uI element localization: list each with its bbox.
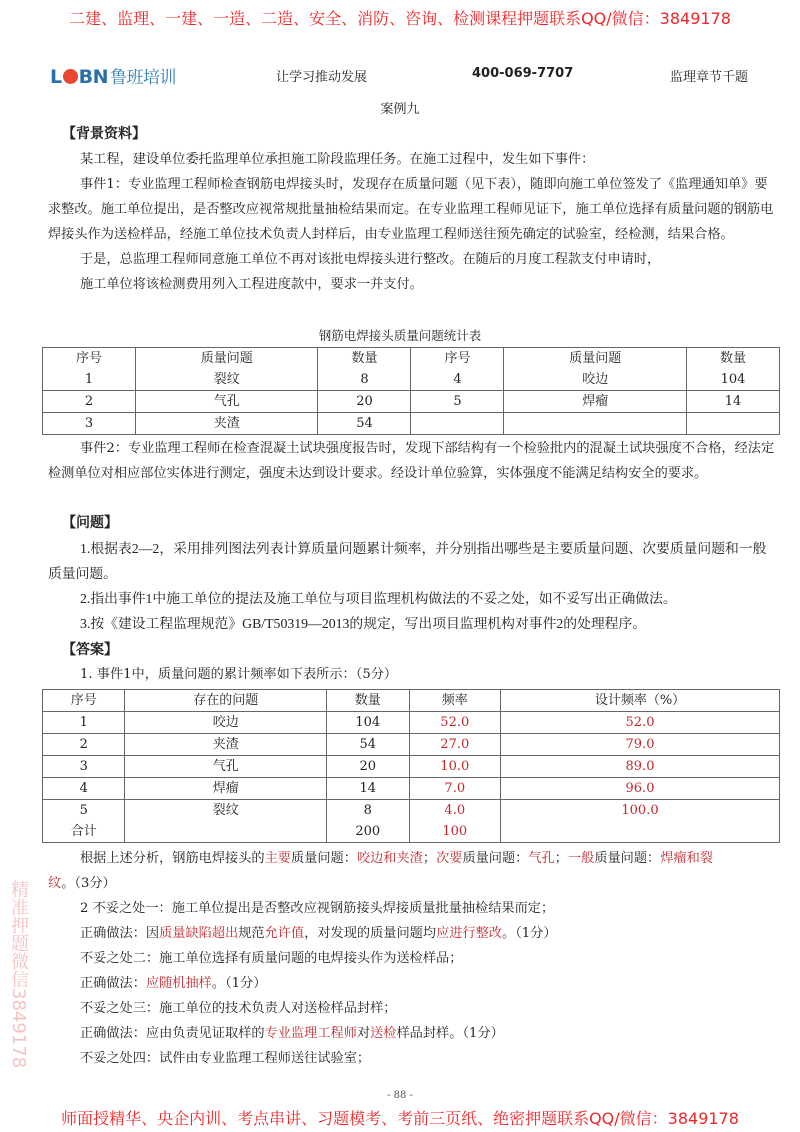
table-row — [43, 778, 780, 800]
highlighted-text: 专业监理工程师 — [264, 1026, 357, 1041]
table-row — [43, 391, 780, 413]
highlighted-text: 咬边和夹渣 — [356, 851, 423, 866]
text-segment: 。（1分） — [502, 926, 557, 941]
table-cell: 8 — [318, 369, 411, 391]
highlighted-text: 应随机抽样 — [145, 976, 212, 991]
table-cell: 序号 — [411, 348, 504, 370]
background-para: 施工单位将该检测费用列入工程进度款中，要求一并支付。 — [80, 277, 423, 292]
table-cell: 52.0 — [501, 712, 780, 734]
logo: L BN 鲁班培训 — [50, 66, 176, 88]
table-cell: 3 — [43, 756, 125, 778]
answer-para — [48, 946, 780, 971]
table-cell: 裂纹 — [125, 800, 327, 822]
table-row — [43, 800, 780, 822]
answer-intro-block — [48, 662, 780, 687]
table-cell: 89.0 — [501, 756, 780, 778]
text-segment: 正确做法：应由负责见证取样的 — [80, 1026, 265, 1041]
table-cell: 序号 — [43, 690, 125, 712]
table-cell: 200 — [327, 821, 409, 843]
text-segment: 质量问题： — [594, 851, 661, 866]
table-cell: 7.0 — [409, 778, 500, 800]
text-segment: 对 — [356, 1026, 371, 1041]
table-cell: 咬边 — [125, 712, 327, 734]
background-para: 事件1：专业监理工程师检查钢筋电焊接头时，发现存在质量问题（见下表），随即向施工单位签发了《监理通知单》要求整改。施工单位提出，是否整改应视常规批量抽检结果而定。在专业监理工程师见证下，施工单位选择有质量问题的钢筋电焊接头作为送检样品，经施工单位技术负责人封样后，由专业监理工程师送往预先确定的试验室，经检测，结果合格。 — [48, 177, 774, 242]
page-title: 案例九 — [380, 102, 420, 117]
table-cell: 2 — [43, 734, 125, 756]
text-segment: ，对发现的质量问题均 — [304, 926, 437, 941]
table-cell: 14 — [327, 778, 409, 800]
text-segment: 。（1分） — [211, 976, 267, 991]
text-segment: 正确做法： — [80, 976, 146, 991]
answer-para — [48, 996, 780, 1021]
text-segment: 不妥之处二：施工单位选择有质量问题的电焊接头作为送检样品； — [80, 951, 463, 966]
text-segment: ； — [554, 851, 568, 866]
table-cell: 夹渣 — [125, 734, 327, 756]
question-item: 2.指出事件1中施工单位的提法及施工单位与项目监理机构做法的不妥之处，如不妥写出正确做法。 — [80, 591, 677, 606]
watermark: 精准押题微信3849178 — [8, 880, 29, 1069]
table-cell: 数量 — [327, 690, 409, 712]
table-cell: 52.0 — [409, 712, 500, 734]
table-cell: 14 — [686, 391, 779, 413]
table-cell: 4.0 — [409, 800, 500, 822]
highlighted-text: 允许值 — [264, 926, 305, 941]
table-total-row — [43, 821, 780, 843]
page-number: - 88 - — [387, 1090, 413, 1101]
section-background-heading: 【背景资料】 — [62, 126, 146, 142]
table-cell — [411, 413, 504, 435]
text-segment: 根据上述分析，钢筋电焊接头的 — [80, 851, 265, 866]
answer-para — [48, 921, 780, 946]
text-segment: 正确做法：因 — [80, 926, 160, 941]
table-cell: 存在的问题 — [125, 690, 327, 712]
table-cell: 8 — [327, 800, 409, 822]
table-cell: 54 — [327, 734, 409, 756]
text-segment: 质量问题： — [462, 851, 529, 866]
table-header-row — [43, 348, 780, 370]
text-segment: 不妥之处四：试件由专业监理工程师送往试验室； — [80, 1051, 371, 1066]
section-answers-heading: 【答案】 — [62, 642, 118, 658]
answer-para — [48, 1046, 780, 1071]
highlighted-text: 次要 — [436, 851, 463, 866]
header-slogan: 让学习推动发展 — [276, 70, 368, 85]
table-cell: 数量 — [318, 348, 411, 370]
questions-block — [48, 536, 780, 636]
table-row — [43, 413, 780, 435]
quality-stats-table — [42, 347, 780, 435]
question-item: 1.根据表2—2，采用排列图法列表计算质量问题累计频率，并分别指出哪些是主要质量问题、次要质量问题和一般质量问题。 — [48, 541, 767, 581]
table-cell: 数量 — [686, 348, 779, 370]
highlighted-text: 一般 — [567, 851, 595, 866]
text-segment: 样品封样。（1分） — [396, 1026, 504, 1041]
highlighted-text: 应进行整改 — [436, 926, 502, 941]
table-cell — [501, 821, 780, 843]
text-segment: 不妥之处三：施工单位的技术负责人对送检样品封样； — [80, 1001, 397, 1016]
table-cell: 焊瘤 — [125, 778, 327, 800]
background-block — [48, 147, 780, 297]
table-cell: 焊瘤 — [504, 391, 687, 413]
table-row — [43, 369, 780, 391]
table-cell: 27.0 — [409, 734, 500, 756]
table-cell: 1 — [43, 712, 125, 734]
table-cell: 3 — [43, 413, 136, 435]
event2-para: 事件2：专业监理工程师在检查混凝土试块强度报告时，发现下部结构有一个检验批内的混凝土试块强度不合格，经法定检测单位对相应部位实体进行测定，强度未达到设计要求。经设计单位验算，实体强度不能满足结构安全的要求。 — [48, 441, 775, 481]
text-segment: ； — [422, 851, 437, 866]
highlighted-text: 气孔 — [528, 851, 555, 866]
table-cell — [504, 413, 687, 435]
answer-paragraphs — [48, 846, 780, 1071]
table-cell: 设计频率（%） — [501, 690, 780, 712]
table-row — [43, 712, 780, 734]
background-para: 某工程，建设单位委托监理单位承担施工阶段监理任务。在施工过程中，发生如下事件： — [80, 152, 595, 167]
text-segment: 2 不妥之处一：施工单位提出是否整改应视钢筋接头焊接质量批量抽检结果而定； — [80, 901, 555, 916]
answer-para — [48, 896, 780, 921]
highlighted-text: 送检 — [370, 1026, 397, 1041]
table-cell: 79.0 — [501, 734, 780, 756]
table-cell: 质量问题 — [504, 348, 687, 370]
table-cell: 频率 — [409, 690, 500, 712]
highlighted-text: 质量缺陷超出 — [159, 926, 239, 941]
answer-para — [48, 1021, 780, 1046]
table-cell: 2 — [43, 391, 136, 413]
table-cell: 1 — [43, 369, 136, 391]
table-cell: 100 — [409, 821, 500, 843]
table-cell — [125, 821, 327, 843]
logo-circle-icon — [63, 69, 78, 84]
table-cell: 质量问题 — [135, 348, 318, 370]
answer-para — [48, 971, 780, 996]
header-phone: 400-069-7707 — [472, 66, 574, 81]
answer-intro: 1. 事件1中，质量问题的累计频率如下表所示：（5分） — [80, 667, 398, 682]
table-row — [43, 734, 780, 756]
text-segment: 。（3分） — [61, 876, 116, 891]
table-cell: 20 — [327, 756, 409, 778]
table-cell: 10.0 — [409, 756, 500, 778]
table-cell: 96.0 — [501, 778, 780, 800]
table-cell: 裂纹 — [135, 369, 318, 391]
table-cell: 54 — [318, 413, 411, 435]
table-row — [43, 756, 780, 778]
bottom-banner: 师面授精华、央企内训、考点串讲、习题模考、考前三页纸、绝密押题联系QQ/微信：3849178 — [61, 1109, 739, 1128]
text-segment: 规范 — [238, 926, 265, 941]
highlighted-text: 主要 — [264, 851, 291, 866]
table-cell: 5 — [43, 800, 125, 822]
event2-block — [48, 436, 780, 486]
table1-caption: 钢筋电焊接头质量问题统计表 — [318, 328, 482, 343]
table-cell: 100.0 — [501, 800, 780, 822]
table-cell: 4 — [411, 369, 504, 391]
background-para: 于是，总监理工程师同意施工单位不再对该批电焊接头进行整改。在随后的月度工程款支付申请时， — [80, 252, 661, 267]
answer-para — [48, 846, 780, 896]
table-cell — [686, 413, 779, 435]
table-cell: 104 — [686, 369, 779, 391]
table-cell: 夹渣 — [135, 413, 318, 435]
table-cell: 序号 — [43, 348, 136, 370]
table-cell: 5 — [411, 391, 504, 413]
table-cell: 合计 — [43, 821, 125, 843]
table-cell: 气孔 — [125, 756, 327, 778]
table-cell: 4 — [43, 778, 125, 800]
header-book-title: 监理章节千题 — [670, 70, 749, 85]
table-cell: 气孔 — [135, 391, 318, 413]
text-segment: 质量问题： — [291, 851, 357, 866]
question-item: 3.按《建设工程监理规范》GB/T50319—2013的规定，写出项目监理机构对事件2的处理程序。 — [80, 616, 647, 631]
highlighted-text: 焊瘤和裂纹 — [48, 851, 713, 891]
table-cell: 咬边 — [504, 369, 687, 391]
top-banner: 二建、监理、一建、一造、二造、安全、消防、咨询、检测课程押题联系QQ/微信：3849178 — [69, 9, 731, 28]
cumulative-frequency-table — [42, 689, 780, 843]
table-cell: 104 — [327, 712, 409, 734]
table-cell: 20 — [318, 391, 411, 413]
section-questions-heading: 【问题】 — [62, 515, 118, 531]
table-header-row — [43, 690, 780, 712]
